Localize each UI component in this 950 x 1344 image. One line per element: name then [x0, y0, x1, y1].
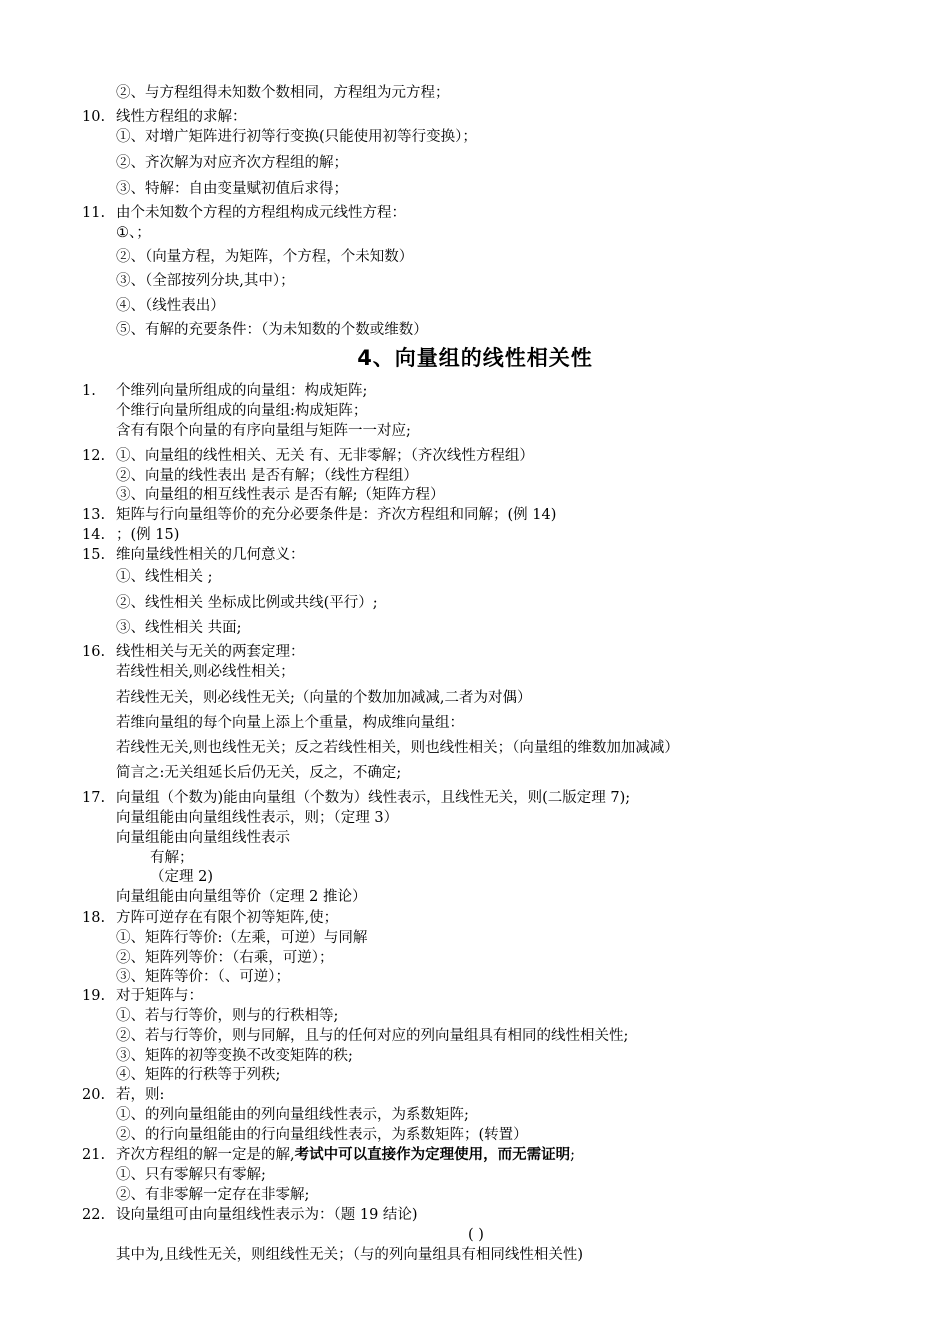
- item-number: 17.: [82, 790, 106, 806]
- item-number: 18.: [82, 910, 106, 926]
- text-line: 向量组能由向量组等价（定理 2 推论）: [116, 889, 367, 905]
- item-number: 1.: [82, 383, 96, 399]
- section-heading: 4、向量组的线性相关性: [357, 346, 593, 370]
- text-line: 个维列向量所组成的向量组：构成矩阵;: [116, 383, 368, 399]
- text-line: ①、；: [116, 225, 151, 241]
- text-line: ⑤、有解的充要条件：（为未知数的个数或维数）: [116, 322, 428, 338]
- text-line: 个维行向量所组成的向量组:构成矩阵；: [116, 403, 368, 419]
- text-line: ②、（向量方程，为矩阵，个方程，个未知数）: [116, 249, 414, 265]
- text-line: 若线性无关,则也线性无关；反之若线性相关，则也线性相关；（向量组的维数加加减减）: [116, 740, 679, 756]
- text-span: 齐次方程组的解一定是的解,: [116, 1147, 295, 1163]
- text-line: 维向量线性相关的几何意义：: [116, 547, 305, 563]
- text-line: ②、齐次解为对应齐次方程组的解；: [116, 155, 348, 171]
- text-line: 若线性相关,则必线性相关；: [116, 664, 295, 680]
- text-line: ③、向量组的相互线性表示 是否有解;（矩阵方程）: [116, 487, 445, 503]
- text-line: [116, 1146, 575, 1164]
- text-line: ( ): [468, 1227, 484, 1243]
- text-line: ②、向量的线性表出 是否有解；（线性方程组）: [116, 468, 418, 484]
- text-line: ①、线性相关 ;: [116, 569, 213, 585]
- text-line: 由个未知数个方程的方程组构成元线性方程：: [116, 205, 406, 221]
- text-line: 矩阵与行向量组等价的充分必要条件是：齐次方程组和同解；(例 14): [116, 507, 557, 523]
- text-line: ①、对增广矩阵进行初等行变换(只能使用初等行变换）；: [116, 129, 477, 145]
- text-line: ④、矩阵的行秩等于列秩;: [116, 1067, 281, 1083]
- text-line: 设向量组可由向量组线性表示为：（题 19 结论): [116, 1207, 418, 1223]
- text-span: ;: [570, 1147, 575, 1163]
- text-line: ①、只有零解只有零解;: [116, 1167, 266, 1183]
- item-number: 14.: [82, 527, 106, 543]
- text-line: （定理 2): [150, 869, 213, 885]
- item-number: 21.: [82, 1147, 106, 1163]
- text-line: 若线性无关，则必线性无关;（向量的个数加加减减,二者为对偶）: [116, 690, 532, 706]
- text-line: ③、（全部按列分块,其中）；: [116, 273, 295, 289]
- text-line: 线性相关与无关的两套定理：: [116, 644, 305, 660]
- item-number: 22.: [82, 1207, 106, 1223]
- text-line: ①、若与行等价，则与的行秩相等;: [116, 1008, 339, 1024]
- text-line: ②、有非零解一定存在非零解;: [116, 1187, 310, 1203]
- text-line: ①、的列向量组能由的列向量组线性表示，为系数矩阵;: [116, 1107, 469, 1123]
- text-line: 若，则:: [116, 1087, 165, 1103]
- text-line: ②、与方程组得未知数个数相同，方程组为元方程；: [116, 85, 450, 101]
- item-number: 10.: [82, 109, 106, 125]
- text-line: ②、线性相关 坐标成比例或共线(平行）;: [116, 595, 378, 611]
- text-line: ③、线性相关 共面;: [116, 620, 242, 636]
- text-line: 对于矩阵与：: [116, 988, 203, 1004]
- text-line: ④、（线性表出）: [116, 298, 225, 314]
- text-line: ③、矩阵等价：（、可逆）；: [116, 969, 290, 985]
- text-line: 若维向量组的每个向量上添上个重量，构成维向量组：: [116, 715, 464, 731]
- text-line: 其中为,且线性无关，则组线性无关；（与的列向量组具有相同线性相关性): [116, 1247, 584, 1263]
- text-line: ③、矩阵的初等变换不改变矩阵的秩;: [116, 1048, 353, 1064]
- item-number: 11.: [82, 205, 106, 221]
- text-line: 向量组（个数为)能由向量组（个数为）线性表示，且线性无关，则(二版定理 7);: [116, 790, 631, 806]
- text-line: 简言之:无关组延长后仍无关，反之，不确定;: [116, 765, 402, 781]
- text-line: ①、向量组的线性相关、无关 有、无非零解；（齐次线性方程组）: [116, 448, 534, 464]
- text-line: 方阵可逆存在有限个初等矩阵,使；: [116, 910, 339, 926]
- item-number: 20.: [82, 1087, 106, 1103]
- text-line: ③、特解：自由变量赋初值后求得；: [116, 181, 348, 197]
- item-number: 15.: [82, 547, 106, 563]
- text-line: ①、矩阵行等价:（左乘，可逆）与同解: [116, 930, 368, 946]
- text-line: 向量组能由向量组线性表示，则；（定理 3）: [116, 810, 399, 826]
- text-line: ②、矩阵列等价：（右乘，可逆）；: [116, 950, 334, 966]
- text-line: 向量组能由向量组线性表示: [116, 830, 290, 846]
- item-number: 19.: [82, 988, 106, 1004]
- bold-emphasis: 考试中可以直接作为定理使用，而无需证明: [294, 1147, 571, 1163]
- item-number: 16.: [82, 644, 106, 660]
- text-line: 有解；: [150, 850, 194, 866]
- text-line: 线性方程组的求解：: [116, 109, 247, 125]
- text-line: ；(例 15): [116, 527, 180, 543]
- item-number: 13.: [82, 507, 106, 523]
- item-number: 12.: [82, 448, 106, 464]
- text-line: 含有有限个向量的有序向量组与矩阵一一对应;: [116, 423, 411, 439]
- text-line: ②、若与行等价，则与同解，且与的任何对应的列向量组具有相同的线性相关性;: [116, 1028, 629, 1044]
- text-line: ②、的行向量组能由的行向量组线性表示，为系数矩阵；(转置）: [116, 1127, 528, 1143]
